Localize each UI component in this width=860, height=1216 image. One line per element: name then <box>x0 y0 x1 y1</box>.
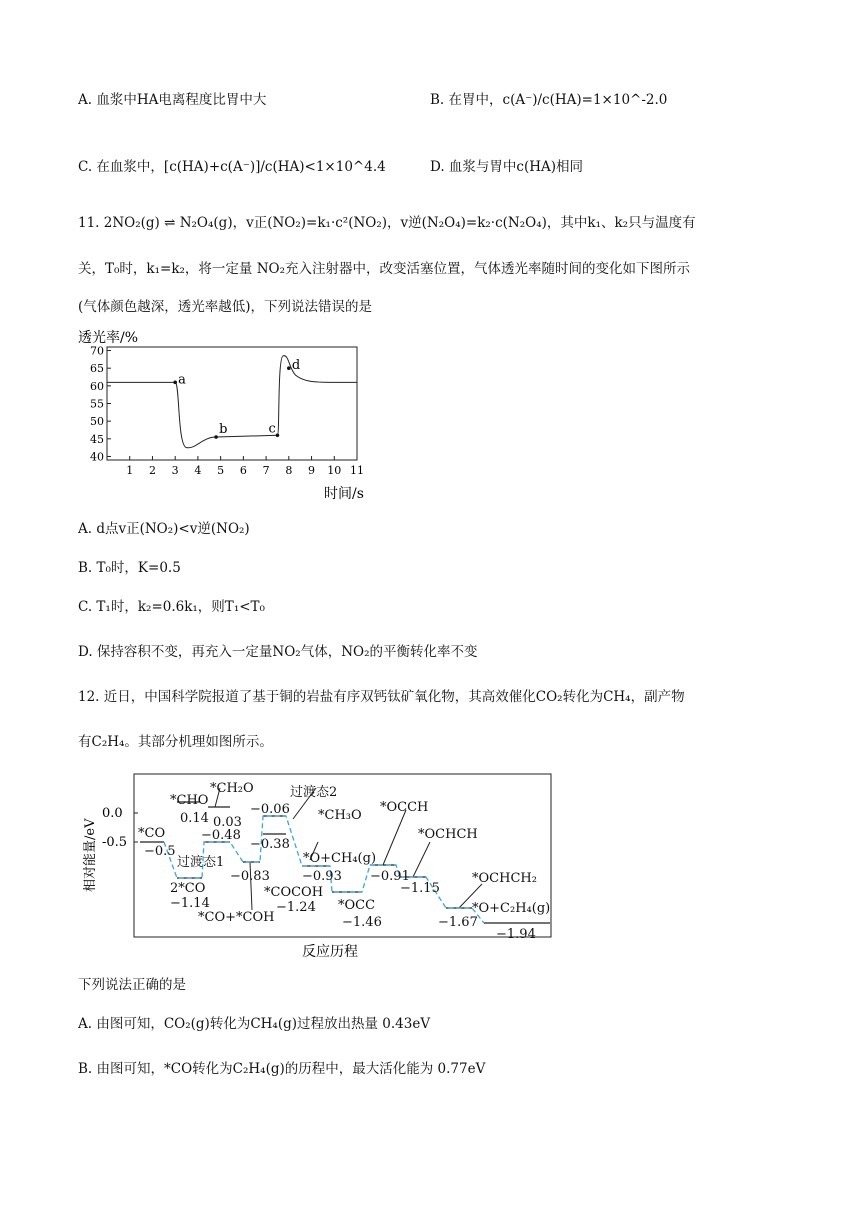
q12-option-a: A. 由图可知，CO₂(g)转化为CH₄(g)过程放出热量 0.43eV <box>78 1016 431 1032</box>
label-2co: 2*CO <box>170 881 206 896</box>
y-tick-label: 70 <box>90 344 104 358</box>
point-a <box>173 381 177 385</box>
label-091: −0.91 <box>370 869 410 884</box>
label-occh: *OCCH <box>380 800 429 815</box>
q10-option-a: A. 血浆中HA电离程度比胃中大 <box>78 92 267 108</box>
x-tick-label: 4 <box>194 464 202 477</box>
point-c <box>276 433 280 437</box>
q12-stem-line2: 有C₂H₄。其部分机理如图所示。 <box>78 734 273 750</box>
q11-option-b: B. T₀时，K=0.5 <box>78 560 181 576</box>
x-tick-label: 5 <box>217 464 225 477</box>
x-tick-label: 8 <box>285 464 293 477</box>
label-124: −1.24 <box>276 900 316 915</box>
label-194: −1.94 <box>496 927 536 942</box>
label-o-c2h4: *O+C₂H₄(g) <box>472 901 551 916</box>
label-146: −1.46 <box>342 915 382 930</box>
x-tick-label: 9 <box>308 464 316 477</box>
q11-stem-line3: (气体颜色越深，透光率越低)，下列说法错误的是 <box>78 299 373 315</box>
label-083: −0.83 <box>230 869 270 884</box>
label-ch2o-val: 0.03 <box>213 815 242 830</box>
q10-option-c: C. 在血浆中，[c(HA)+c(A⁻)]/c(HA)<1×10^4.4 <box>78 159 386 175</box>
x-tick-label: 1 <box>126 464 134 477</box>
diagram-y-label: 相对能量/eV <box>83 818 98 892</box>
label-co-coh: *CO+*COH <box>198 910 275 925</box>
label-co-val: −0.5 <box>144 844 176 859</box>
y-tick-label: 65 <box>90 362 104 376</box>
label-167: −1.67 <box>438 915 478 930</box>
q12-lead: 下列说法正确的是 <box>78 977 186 993</box>
q10-option-d: D. 血浆与胃中c(HA)相同 <box>430 159 584 175</box>
x-tick-label: 11 <box>350 464 364 477</box>
label-ts2: 过渡态2 <box>290 785 338 800</box>
label-o-ch4: *O+CH₄(g) <box>303 851 377 866</box>
label-ch3o: *CH₃O <box>318 808 362 823</box>
transmittance-curve <box>107 356 357 448</box>
y-tick-minus-0.5: -0.5 <box>102 835 128 850</box>
q11-option-a: A. d点v正(NO₂)<v逆(NO₂) <box>78 521 250 537</box>
x-tick-label: 7 <box>262 464 270 477</box>
x-tick-label: 2 <box>148 464 156 477</box>
q12-stem-line1: 12. 近日，中国科学院报道了基于铜的岩盐有序双钙钛矿氧化物，其高效催化CO₂转化为CH₄，副产物 <box>78 689 685 705</box>
q11-option-d: D. 保持容积不变，再充入一定量NO₂气体，NO₂的平衡转化率不变 <box>78 644 478 660</box>
chart-x-label: 时间/s <box>324 486 364 502</box>
x-tick-label: 3 <box>171 464 179 477</box>
chart-y-label: 透光率/% <box>78 330 139 346</box>
y-tick-label: 40 <box>90 450 104 464</box>
q11-option-c: C. T₁时，k₂=0.6k₁，则T₁<T₀ <box>78 599 265 615</box>
q11-stem-line2: 关，T₀时，k₁=k₂，将一定量 NO₂充入注射器中，改变活塞位置，气体透光率随时间的变化如下图所示 <box>78 261 690 277</box>
point-label-c: c <box>268 421 276 437</box>
label-093: −0.93 <box>302 869 342 884</box>
x-tick-label: 10 <box>327 464 342 477</box>
label-006: −0.06 <box>250 802 290 817</box>
label-ch2o: *CH₂O <box>210 781 254 796</box>
y-tick-label: 55 <box>90 397 104 411</box>
label-2co-val: −1.14 <box>170 896 210 911</box>
point-b <box>214 435 218 439</box>
label-cocoh: *COCOH <box>264 885 324 900</box>
label-038: −0.38 <box>250 837 290 852</box>
label-co: *CO <box>138 826 166 841</box>
plot-frame <box>107 347 357 460</box>
label-048: −0.48 <box>201 828 241 843</box>
x-tick-label: 6 <box>239 464 247 477</box>
label-115: −1.15 <box>400 881 440 896</box>
point-label-b: b <box>219 422 228 438</box>
q10-option-b: B. 在胃中，c(A⁻)/c(HA)=1×10^-2.0 <box>430 92 668 108</box>
energy-profile-diagram <box>80 770 560 962</box>
label-cho-val: 0.14 <box>180 811 209 826</box>
transmittance-chart <box>76 326 376 504</box>
label-cho: *CHO <box>170 793 209 808</box>
y-tick-label: 60 <box>90 379 104 393</box>
point-label-a: a <box>178 372 186 388</box>
q11-stem-line1: 11. 2NO₂(g) ⇌ N₂O₄(g)，v正(NO₂)=k₁·c²(NO₂)，v逆(N₂O₄)=k₂·c(N₂O₄)，其中k₁、k₂只与温度有 <box>78 215 696 231</box>
point-d <box>287 366 291 370</box>
label-ochch: *OCHCH <box>418 827 478 842</box>
label-ochch2: *OCHCH₂ <box>472 871 537 886</box>
y-tick-label: 45 <box>90 432 104 446</box>
label-ts1: 过渡态1 <box>177 855 225 870</box>
y-tick-0: 0.0 <box>102 806 123 821</box>
point-label-d: d <box>291 358 301 374</box>
y-tick-label: 50 <box>90 415 104 429</box>
q12-option-b: B. 由图可知，*CO转化为C₂H₄(g)的历程中，最大活化能为 0.77eV <box>78 1061 486 1077</box>
label-occ: *OCC <box>338 898 376 913</box>
diagram-x-label: 反应历程 <box>302 944 358 960</box>
